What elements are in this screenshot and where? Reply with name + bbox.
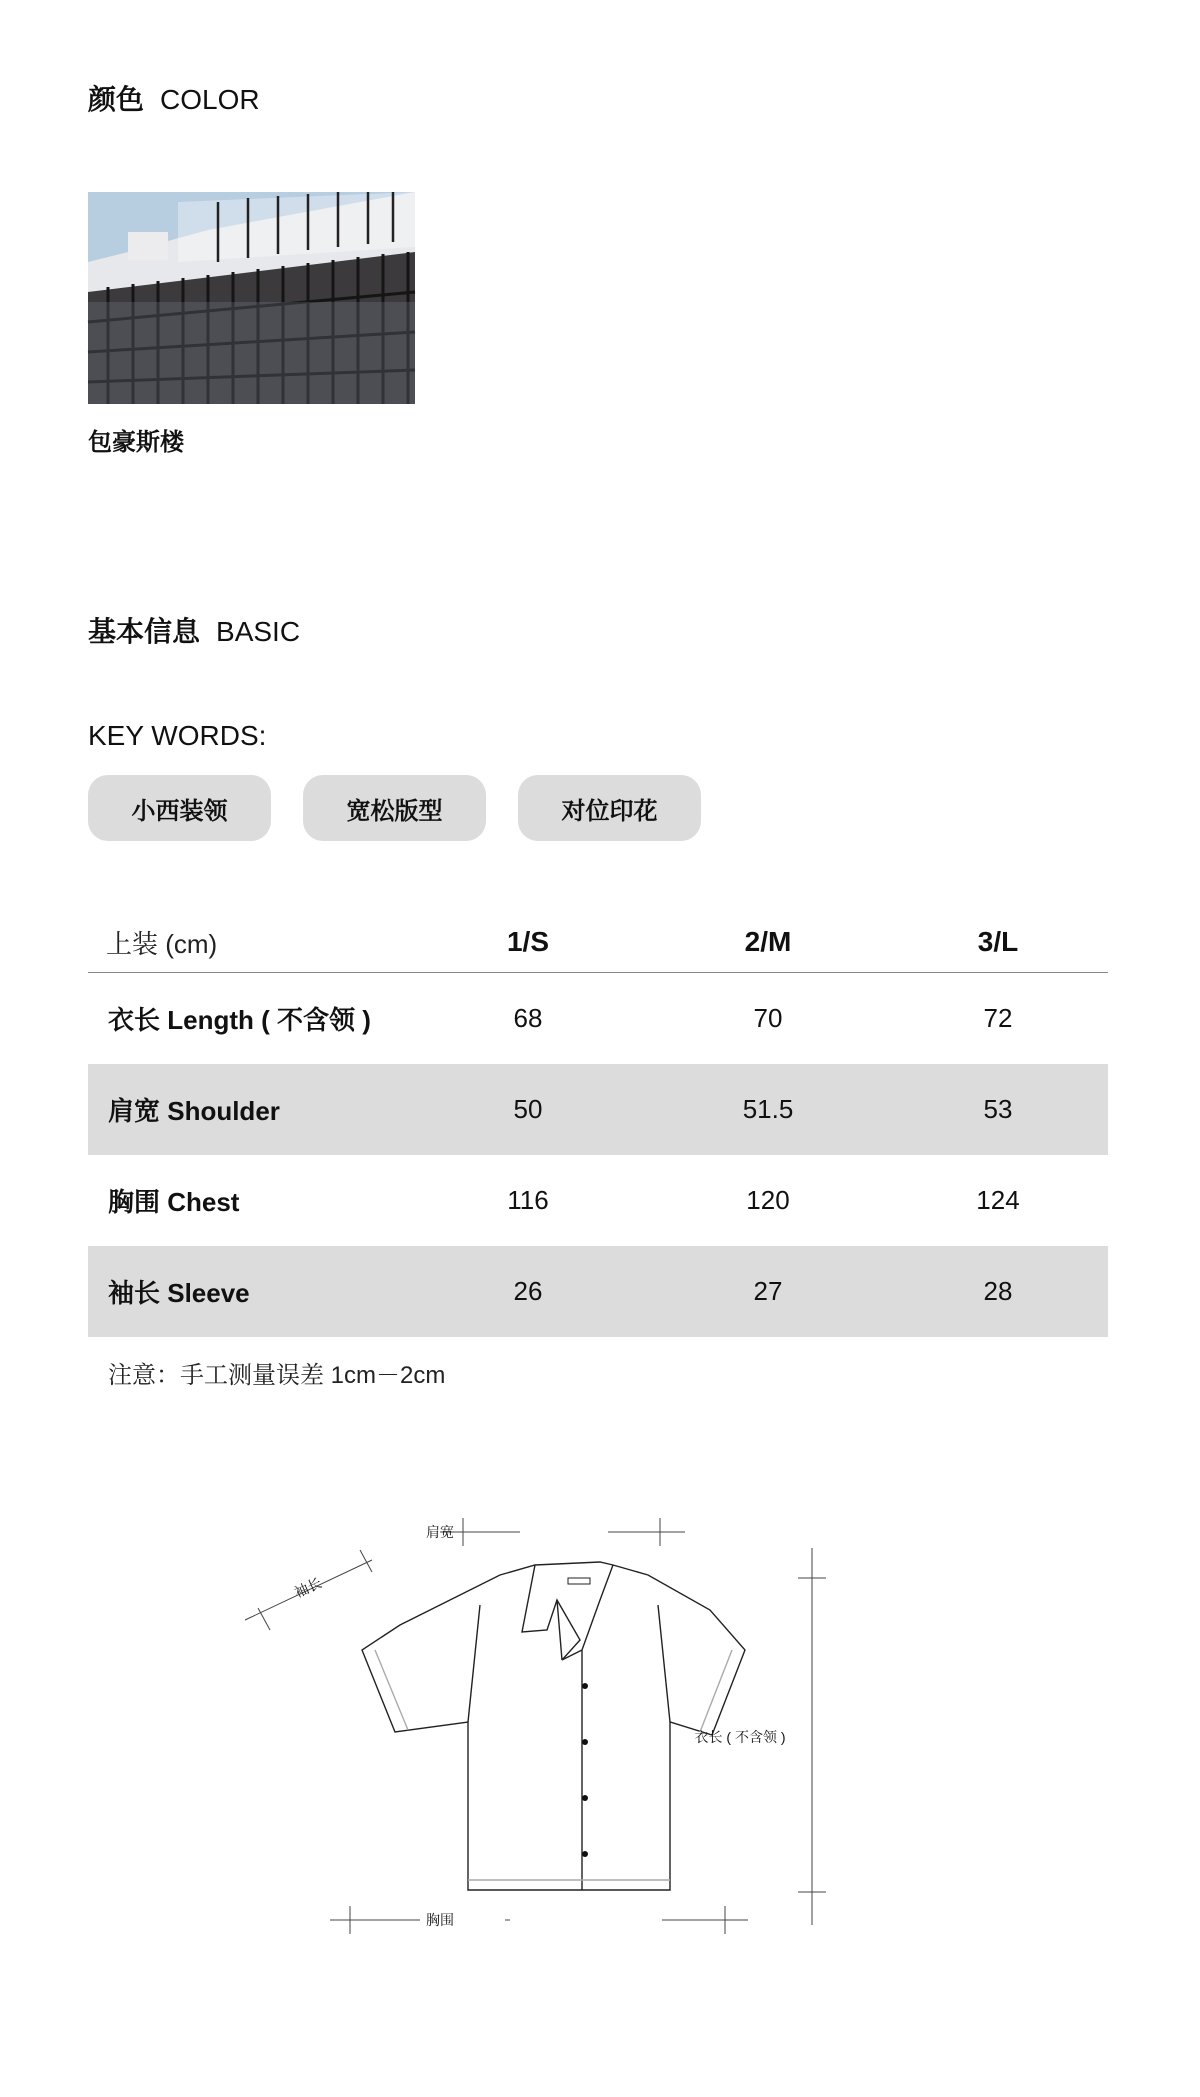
- cell-value: 28: [888, 1246, 1108, 1337]
- shirt-measurement-diagram: [291, 1500, 900, 1950]
- color-title-en: COLOR: [160, 84, 260, 115]
- table-row: [88, 1155, 1108, 1246]
- length-dimension-label: 衣长 ( 不含领 ): [694, 1729, 786, 1745]
- color-swatch-image[interactable]: [88, 192, 415, 404]
- row-label-sleeve: 袖长 Sleeve: [88, 1246, 408, 1337]
- shirt-buttons: [582, 1683, 588, 1857]
- keyword-tag: 宽松版型: [303, 775, 486, 841]
- basic-section-title: [88, 610, 300, 650]
- color-section-title: [88, 78, 260, 118]
- cell-value: 120: [746, 1185, 790, 1215]
- cell-value: 124: [976, 1185, 1020, 1215]
- unit-header: 上装 (cm): [88, 912, 408, 973]
- cell-value: 51.5: [648, 1064, 888, 1155]
- cell-value: 27: [648, 1246, 888, 1337]
- keyword-tag: 小西装领: [88, 775, 271, 841]
- row-label-length: 衣长 Length ( 不含领 ): [108, 1005, 371, 1035]
- keywords-title: KEY WORDS:: [88, 720, 267, 751]
- cell-value: 26: [408, 1246, 648, 1337]
- basic-title-en: BASIC: [216, 616, 301, 647]
- cell-value: 68: [513, 1003, 543, 1033]
- keyword-tags: [88, 775, 701, 841]
- basic-title-zh: 基本信息: [88, 616, 201, 647]
- table-row: [88, 1064, 1108, 1155]
- shoulder-dimension-label: 肩宽: [426, 1524, 454, 1540]
- cell-value: 70: [753, 1003, 783, 1033]
- sleeve-dimension-label: 袖长: [291, 1574, 325, 1601]
- chest-dimension-label: 胸围: [426, 1912, 454, 1928]
- color-title-zh: 颜色: [88, 84, 145, 115]
- table-row: [88, 973, 1108, 1065]
- row-label-shoulder: 肩宽 Shoulder: [88, 1064, 408, 1155]
- dimension-lines: [245, 1518, 826, 1934]
- cell-value: 53: [888, 1064, 1108, 1155]
- table-row: [88, 1246, 1108, 1337]
- keyword-tag: 对位印花: [518, 775, 701, 841]
- cell-value: 50: [408, 1064, 648, 1155]
- size-header-m: 2/M: [648, 912, 888, 973]
- shirt-outline: [362, 1562, 745, 1890]
- measurement-note: 注意：手工测量误差 1cm－2cm: [108, 1362, 446, 1389]
- swatch-name: 包豪斯楼: [88, 429, 184, 456]
- cell-value: 72: [983, 1003, 1013, 1033]
- size-header-s: 1/S: [408, 912, 648, 973]
- building-photo: [88, 192, 415, 404]
- cell-value: 116: [507, 1185, 549, 1215]
- row-label-chest: 胸围 Chest: [108, 1187, 240, 1217]
- size-header-l: 3/L: [888, 912, 1108, 973]
- size-table-header: [88, 912, 1108, 973]
- size-table: [88, 912, 1108, 1337]
